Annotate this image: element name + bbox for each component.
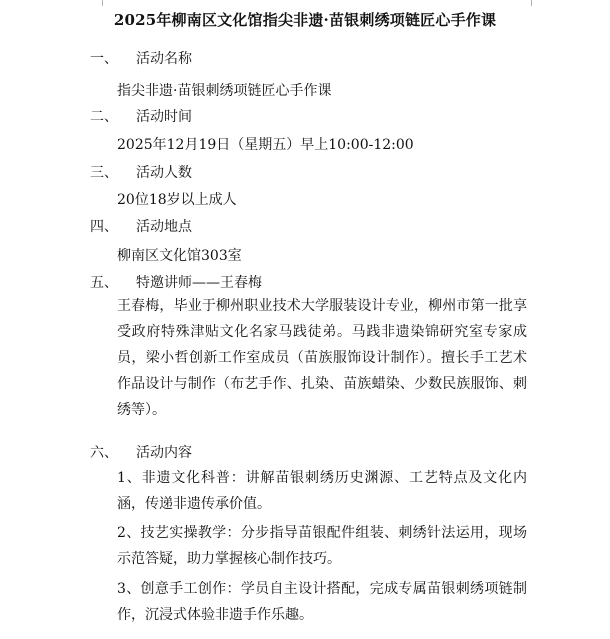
instructor-bio-paragraph: 王春梅，毕业于柳州职业技术大学服装设计专业，柳州市第一批享受政府特殊津贴文化名家马践徒弟。马践非遗染锦研究室专家成员，梁小哲创新工作室成员（苗族服饰设计制作）。擅长手工艺术作品设计与制作（布艺手作、扎染、苗族蜡染、少数民族服饰、刺绣等）。	[117, 298, 527, 418]
activity-name-value: 指尖非遗·苗银刺绣项链匠心手作课	[117, 83, 332, 99]
activity-headcount-value: 20位18岁以上成人	[117, 192, 237, 208]
activity-location-value: 柳南区文化馆303室	[117, 248, 242, 264]
section-4-title: 活动地点	[136, 219, 192, 235]
corner-mark-right	[531, 0, 542, 6]
section-3-number: 三、	[90, 165, 118, 181]
content-item-1: 1、非遗文化科普：讲解苗银刺绣历史渊源、工艺特点及文化内涵，传递非遗传承价值。	[117, 470, 527, 512]
section-1-heading	[90, 48, 192, 68]
section-5-title: 特邀讲师——王春梅	[136, 275, 262, 291]
section-2-number: 二、	[90, 109, 118, 125]
corner-mark-left	[92, 0, 103, 6]
content-item-3: 3、创意手工创作：学员自主设计搭配，完成专属苗银刺绣项链制作，沉浸式体验非遗手作乐趣。	[117, 581, 527, 623]
section-3-heading	[90, 162, 192, 182]
section-6-number: 六、	[90, 445, 118, 461]
section-6-heading	[90, 442, 192, 462]
page-corner-marks	[92, 0, 542, 6]
section-1-title: 活动名称	[136, 51, 192, 67]
content-item-2: 2、技艺实操教学：分步指导苗银配件组装、刺绣针法运用，现场示范答疑，助力掌握核心制作技巧。	[117, 525, 527, 567]
section-2-title: 活动时间	[136, 109, 192, 125]
section-4-heading	[90, 216, 192, 236]
activity-time-value: 2025年12月19日（星期五）早上10:00-12:00	[117, 137, 414, 153]
section-6-title: 活动内容	[136, 445, 192, 461]
document-title: 2025年柳南区文化馆指尖非遗·苗银刺绣项链匠心手作课	[113, 11, 497, 29]
section-1-number: 一、	[90, 51, 118, 67]
section-2-heading	[90, 106, 192, 126]
section-3-title: 活动人数	[136, 165, 192, 181]
section-5-number: 五、	[90, 275, 118, 291]
section-5-heading	[90, 272, 262, 292]
section-4-number: 四、	[90, 219, 118, 235]
